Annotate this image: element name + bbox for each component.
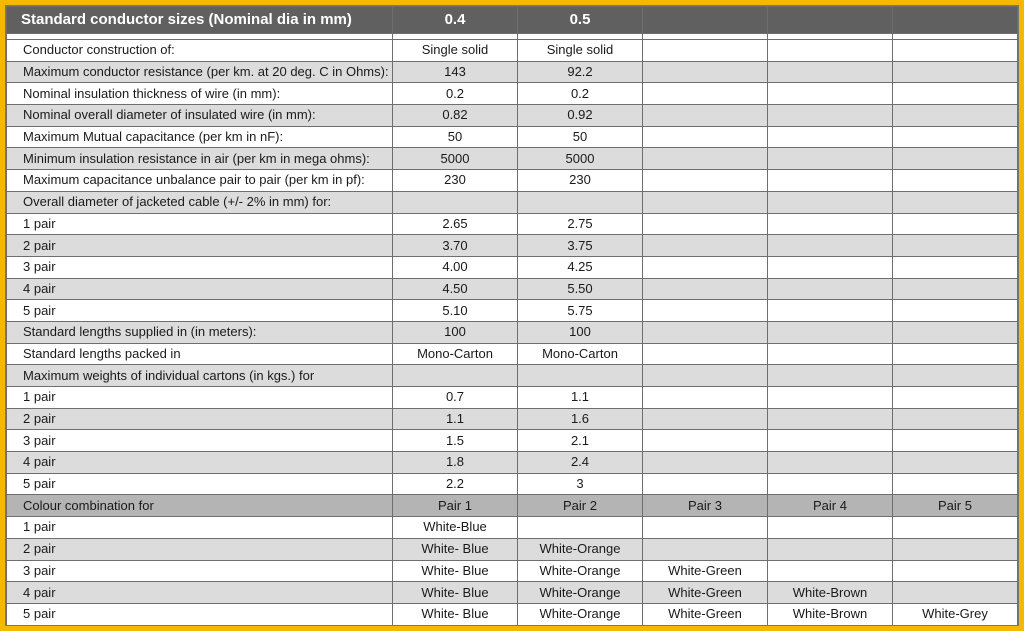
empty-cell — [768, 365, 893, 387]
colour-cell: White- Blue — [393, 560, 518, 582]
row-label: 5 pair — [7, 473, 393, 495]
empty-cell — [893, 126, 1018, 148]
row-value-size-2: 5.50 — [518, 278, 643, 300]
colour-row-label: 2 pair — [7, 538, 393, 560]
colour-cell — [893, 560, 1018, 582]
conductor-spec-table — [6, 6, 1018, 626]
empty-cell — [768, 278, 893, 300]
empty-cell — [768, 148, 893, 170]
row-value-size-2: 230 — [518, 170, 643, 192]
empty-cell — [893, 300, 1018, 322]
header-empty-col — [768, 7, 893, 34]
empty-cell — [643, 170, 768, 192]
empty-cell — [893, 365, 1018, 387]
empty-cell — [643, 408, 768, 430]
empty-cell — [643, 321, 768, 343]
table-row — [7, 61, 1018, 83]
colour-row — [7, 560, 1018, 582]
colour-pair-header: Pair 5 — [893, 495, 1018, 517]
empty-cell — [893, 387, 1018, 409]
colour-pair-header: Pair 1 — [393, 495, 518, 517]
colour-cell: White-Orange — [518, 538, 643, 560]
row-value-size-2: 4.25 — [518, 256, 643, 278]
row-value-size-2: 100 — [518, 321, 643, 343]
empty-cell — [768, 473, 893, 495]
row-label: Conductor construction of: — [7, 40, 393, 62]
empty-cell — [893, 83, 1018, 105]
empty-cell — [893, 61, 1018, 83]
row-value-size-2: 1.1 — [518, 387, 643, 409]
colour-row-label: 1 pair — [7, 517, 393, 539]
row-value-size-2: 0.92 — [518, 105, 643, 127]
empty-cell — [893, 235, 1018, 257]
colour-cell: White-Green — [643, 582, 768, 604]
row-value-size-2: Mono-Carton — [518, 343, 643, 365]
row-value-size-2: Single solid — [518, 40, 643, 62]
row-label: 5 pair — [7, 300, 393, 322]
table-row — [7, 408, 1018, 430]
row-label: Standard lengths packed in — [7, 343, 393, 365]
table-row — [7, 256, 1018, 278]
row-label: Maximum capacitance unbalance pair to pair (per km in pf): — [7, 170, 393, 192]
row-value-size-2: 5000 — [518, 148, 643, 170]
colour-row — [7, 603, 1018, 625]
table-row — [7, 430, 1018, 452]
empty-cell — [643, 300, 768, 322]
row-value-size-2: 50 — [518, 126, 643, 148]
row-label: 2 pair — [7, 408, 393, 430]
empty-cell — [893, 430, 1018, 452]
colour-row — [7, 538, 1018, 560]
row-label: 2 pair — [7, 235, 393, 257]
table-row — [7, 148, 1018, 170]
row-value-size-2: 0.2 — [518, 83, 643, 105]
table-row — [7, 387, 1018, 409]
empty-cell — [893, 256, 1018, 278]
row-value-size-1: 3.70 — [393, 235, 518, 257]
empty-cell — [643, 191, 768, 213]
colour-cell: White-Green — [643, 603, 768, 625]
row-value-size-1: 2.65 — [393, 213, 518, 235]
table-row — [7, 365, 1018, 387]
empty-cell — [893, 452, 1018, 474]
row-label: 3 pair — [7, 256, 393, 278]
row-value-size-2: 2.4 — [518, 452, 643, 474]
colour-cell: White- Blue — [393, 603, 518, 625]
row-value-size-1: 100 — [393, 321, 518, 343]
row-label: Minimum insulation resistance in air (per km in mega ohms): — [7, 148, 393, 170]
table-row — [7, 300, 1018, 322]
table-row — [7, 321, 1018, 343]
colour-cell — [768, 538, 893, 560]
row-value-size-1: Single solid — [393, 40, 518, 62]
row-value-size-2: 3.75 — [518, 235, 643, 257]
empty-cell — [768, 300, 893, 322]
empty-cell — [643, 83, 768, 105]
empty-cell — [643, 278, 768, 300]
row-label: 3 pair — [7, 430, 393, 452]
row-value-size-1: 1.5 — [393, 430, 518, 452]
empty-cell — [643, 256, 768, 278]
empty-cell — [643, 105, 768, 127]
row-value-size-1: 2.2 — [393, 473, 518, 495]
row-value-size-1: 1.8 — [393, 452, 518, 474]
empty-cell — [768, 126, 893, 148]
colour-cell — [768, 560, 893, 582]
empty-cell — [768, 387, 893, 409]
header-empty-col — [643, 7, 768, 34]
empty-cell — [768, 256, 893, 278]
spec-table-frame — [5, 5, 1019, 626]
empty-cell — [893, 321, 1018, 343]
row-value-size-2 — [518, 191, 643, 213]
empty-cell — [768, 61, 893, 83]
colour-row-label: 5 pair — [7, 603, 393, 625]
table-row — [7, 126, 1018, 148]
row-label: Maximum Mutual capacitance (per km in nF): — [7, 126, 393, 148]
colour-cell: White-Green — [643, 560, 768, 582]
header-size-1: 0.4 — [393, 7, 518, 34]
header-empty-col — [893, 7, 1018, 34]
empty-cell — [768, 170, 893, 192]
row-value-size-1: 50 — [393, 126, 518, 148]
colour-cell: White-Blue — [393, 517, 518, 539]
row-value-size-1: 4.00 — [393, 256, 518, 278]
empty-cell — [643, 387, 768, 409]
row-label: Overall diameter of jacketed cable (+/- 2% in mm) for: — [7, 191, 393, 213]
row-value-size-2: 92.2 — [518, 61, 643, 83]
empty-cell — [893, 105, 1018, 127]
colour-row — [7, 517, 1018, 539]
row-label: 4 pair — [7, 452, 393, 474]
row-value-size-1: 0.2 — [393, 83, 518, 105]
empty-cell — [768, 430, 893, 452]
colour-header-row — [7, 495, 1018, 517]
row-value-size-1: 5000 — [393, 148, 518, 170]
row-value-size-1: 4.50 — [393, 278, 518, 300]
empty-cell — [643, 452, 768, 474]
empty-cell — [893, 170, 1018, 192]
row-label: Maximum weights of individual cartons (in kgs.) for — [7, 365, 393, 387]
colour-cell: White-Brown — [768, 603, 893, 625]
empty-cell — [643, 61, 768, 83]
colour-cell: White-Orange — [518, 582, 643, 604]
row-value-size-2: 1.6 — [518, 408, 643, 430]
row-value-size-1: 5.10 — [393, 300, 518, 322]
empty-cell — [768, 408, 893, 430]
row-value-size-1: 0.82 — [393, 105, 518, 127]
row-value-size-1: 1.1 — [393, 408, 518, 430]
row-label: Nominal overall diameter of insulated wire (in mm): — [7, 105, 393, 127]
row-value-size-2: 2.75 — [518, 213, 643, 235]
empty-cell — [768, 343, 893, 365]
colour-cell — [518, 517, 643, 539]
colour-cell: White- Blue — [393, 582, 518, 604]
empty-cell — [768, 40, 893, 62]
row-label: 1 pair — [7, 213, 393, 235]
table-row — [7, 235, 1018, 257]
empty-cell — [768, 452, 893, 474]
colour-cell — [643, 517, 768, 539]
empty-cell — [768, 191, 893, 213]
row-value-size-2: 3 — [518, 473, 643, 495]
colour-cell: White-Brown — [768, 582, 893, 604]
row-value-size-1: 143 — [393, 61, 518, 83]
row-value-size-1 — [393, 365, 518, 387]
empty-cell — [643, 365, 768, 387]
table-row — [7, 473, 1018, 495]
colour-pair-header: Pair 2 — [518, 495, 643, 517]
empty-cell — [643, 430, 768, 452]
header-row — [7, 7, 1018, 34]
colour-row-label: 4 pair — [7, 582, 393, 604]
colour-cell — [893, 517, 1018, 539]
empty-cell — [643, 213, 768, 235]
header-size-2: 0.5 — [518, 7, 643, 34]
empty-cell — [768, 213, 893, 235]
table-row — [7, 40, 1018, 62]
colour-cell — [768, 517, 893, 539]
row-value-size-2: 2.1 — [518, 430, 643, 452]
colour-cell: White-Grey — [893, 603, 1018, 625]
empty-cell — [768, 83, 893, 105]
header-title: Standard conductor sizes (Nominal dia in mm) — [7, 7, 393, 34]
colour-cell: White-Orange — [518, 560, 643, 582]
empty-cell — [893, 343, 1018, 365]
colour-header-label: Colour combination for — [7, 495, 393, 517]
colour-cell — [893, 582, 1018, 604]
row-label: 1 pair — [7, 387, 393, 409]
empty-cell — [893, 148, 1018, 170]
colour-pair-header: Pair 4 — [768, 495, 893, 517]
table-row — [7, 343, 1018, 365]
row-label: Nominal insulation thickness of wire (in mm): — [7, 83, 393, 105]
empty-cell — [893, 40, 1018, 62]
table-row — [7, 105, 1018, 127]
row-label: 4 pair — [7, 278, 393, 300]
empty-cell — [643, 473, 768, 495]
colour-row — [7, 582, 1018, 604]
row-value-size-1: 0.7 — [393, 387, 518, 409]
table-row — [7, 452, 1018, 474]
empty-cell — [768, 321, 893, 343]
colour-cell: White-Orange — [518, 603, 643, 625]
colour-pair-header: Pair 3 — [643, 495, 768, 517]
row-value-size-1: Mono-Carton — [393, 343, 518, 365]
empty-cell — [643, 343, 768, 365]
colour-row-label: 3 pair — [7, 560, 393, 582]
table-row — [7, 170, 1018, 192]
row-value-size-1 — [393, 191, 518, 213]
table-row — [7, 213, 1018, 235]
empty-cell — [643, 40, 768, 62]
empty-cell — [643, 148, 768, 170]
row-value-size-1: 230 — [393, 170, 518, 192]
row-label: Standard lengths supplied in (in meters): — [7, 321, 393, 343]
empty-cell — [768, 105, 893, 127]
empty-cell — [643, 126, 768, 148]
empty-cell — [893, 213, 1018, 235]
empty-cell — [643, 235, 768, 257]
empty-cell — [893, 191, 1018, 213]
empty-cell — [893, 408, 1018, 430]
colour-cell — [643, 538, 768, 560]
row-label: Maximum conductor resistance (per km. at 20 deg. C in Ohms): — [7, 61, 393, 83]
colour-cell: White- Blue — [393, 538, 518, 560]
row-value-size-2: 5.75 — [518, 300, 643, 322]
colour-cell — [893, 538, 1018, 560]
table-row — [7, 83, 1018, 105]
row-value-size-2 — [518, 365, 643, 387]
empty-cell — [893, 473, 1018, 495]
empty-cell — [893, 278, 1018, 300]
empty-cell — [768, 235, 893, 257]
table-row — [7, 191, 1018, 213]
table-row — [7, 278, 1018, 300]
